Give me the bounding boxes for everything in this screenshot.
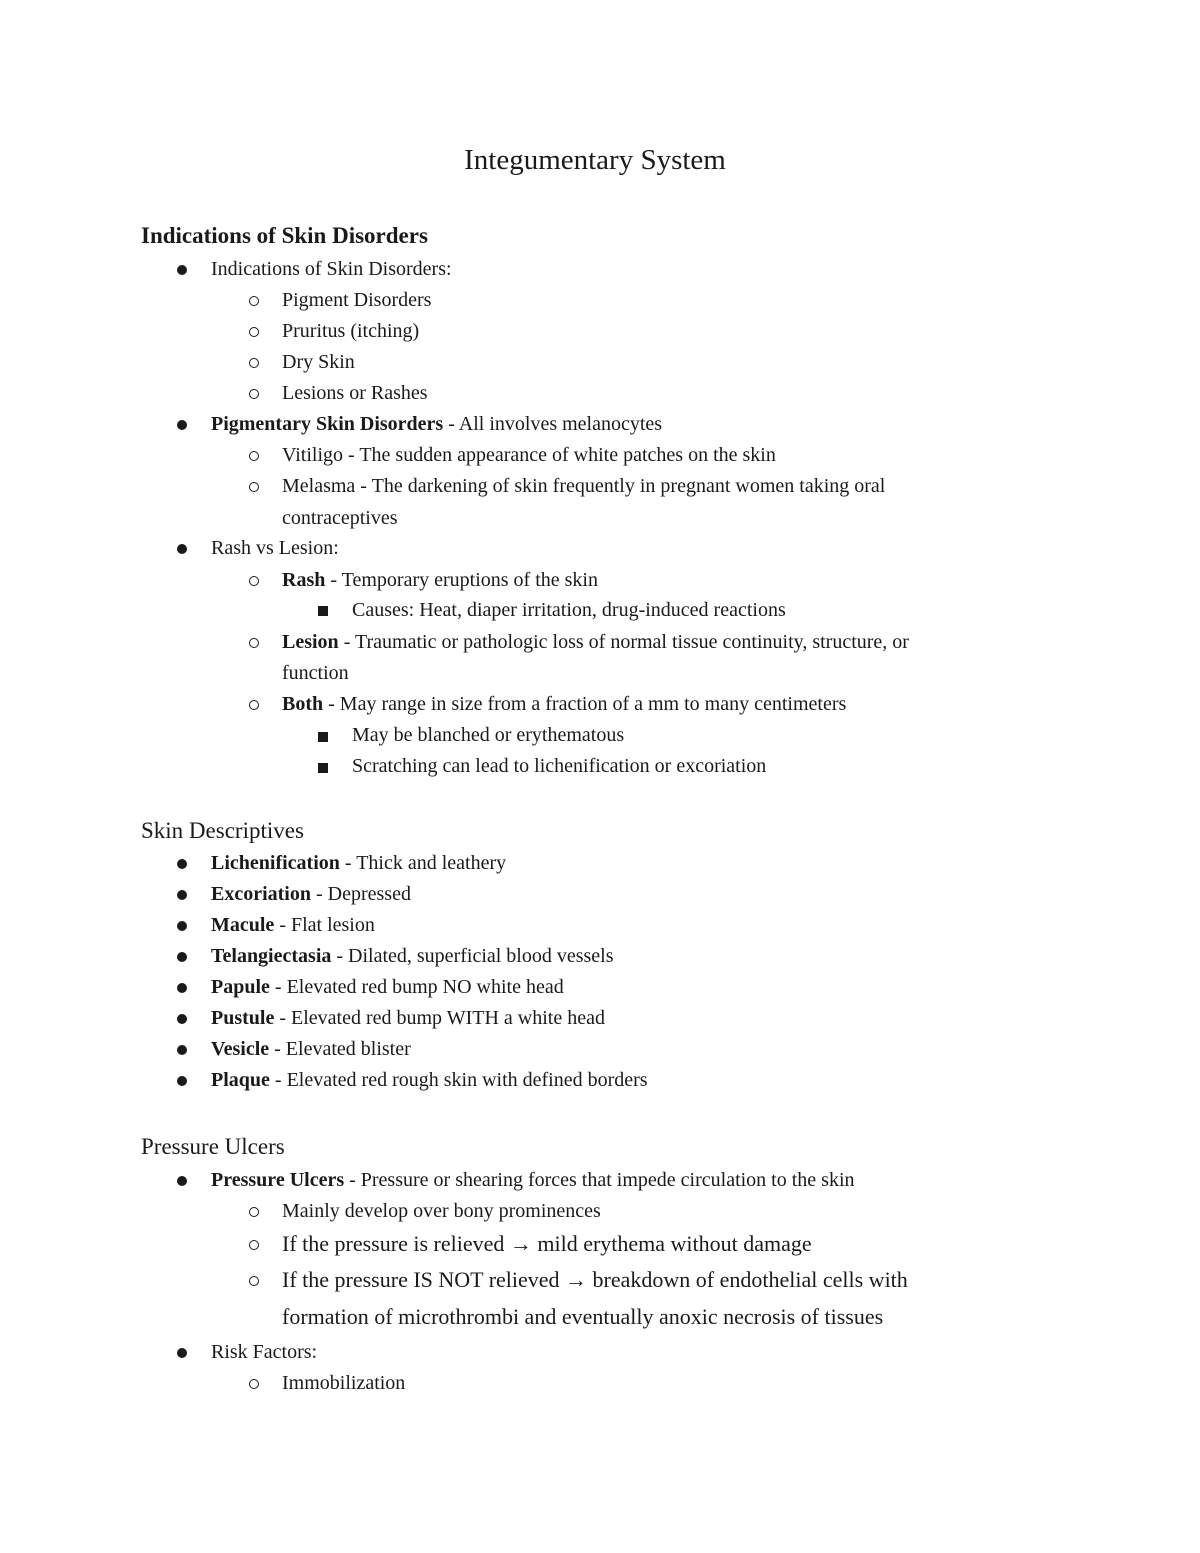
circle-bullet: [249, 296, 259, 306]
disc-bullet: [177, 420, 187, 430]
document-title: Integumentary System: [464, 144, 726, 176]
square-bullet: [318, 732, 328, 742]
circle-bullet: [249, 700, 259, 710]
disc-bullet: [177, 544, 187, 554]
term-label: Rash: [282, 569, 326, 591]
disc-bullet: [177, 1176, 187, 1186]
circle-bullet: [249, 451, 259, 461]
list-item-continuation: function: [282, 662, 349, 684]
list-item: Mainly develop over bony prominences: [282, 1200, 601, 1222]
list-item: Indications of Skin Disorders:: [211, 258, 452, 280]
square-bullet: [318, 606, 328, 616]
list-item: [211, 1034, 411, 1065]
disc-bullet: [177, 859, 187, 869]
list-item: If the pressure IS NOT relieved → breakdown of endothelial cells with: [282, 1267, 908, 1292]
term-description: - Depressed: [311, 883, 411, 905]
term-description: - May range in size from a fraction of a mm to many centimeters: [323, 693, 847, 715]
disc-bullet: [177, 890, 187, 900]
circle-bullet: [249, 327, 259, 337]
term-description: - Elevated red bump NO white head: [269, 976, 564, 998]
list-item: Pruritus (itching): [282, 320, 420, 342]
term-description: - Temporary eruptions of the skin: [325, 569, 598, 591]
list-item-continuation: formation of microthrombi and eventually anoxic necrosis of tissues: [282, 1304, 884, 1329]
term-description: - Flat lesion: [274, 914, 375, 936]
square-bullet: [318, 763, 328, 773]
list-item: Melasma - The darkening of skin frequently in pregnant women taking oral: [282, 475, 886, 497]
circle-bullet: [249, 1240, 259, 1250]
disc-bullet: [177, 1045, 187, 1055]
disc-bullet: [177, 1014, 187, 1024]
term-label: Pressure Ulcers: [211, 1169, 345, 1191]
term-label: Macule: [211, 914, 275, 936]
circle-bullet: [249, 482, 259, 492]
list-item: May be blanched or erythematous: [352, 724, 625, 746]
list-item: Risk Factors:: [211, 1341, 318, 1363]
list-item: Pigment Disorders: [282, 289, 432, 311]
term-description: - Elevated red rough skin with defined borders: [269, 1069, 648, 1091]
list-item: Lesions or Rashes: [282, 382, 428, 404]
term-description: - Dilated, superficial blood vessels: [331, 945, 614, 967]
term-label: Telangiectasia: [211, 945, 332, 967]
term-label: Vesicle: [211, 1038, 270, 1060]
disc-bullet: [177, 921, 187, 931]
disc-bullet: [177, 1076, 187, 1086]
list-item: [211, 1165, 855, 1196]
circle-bullet: [249, 1276, 259, 1286]
term-description: - Thick and leathery: [339, 852, 507, 874]
list-item: [211, 972, 564, 1003]
circle-bullet: [249, 1379, 259, 1389]
term-label: Pigmentary Skin Disorders: [211, 413, 444, 435]
circle-bullet: [249, 389, 259, 399]
disc-bullet: [177, 1348, 187, 1358]
list-item: [211, 1065, 648, 1096]
list-item: [282, 627, 909, 658]
list-item: [211, 941, 614, 972]
circle-bullet: [249, 358, 259, 368]
list-item: [211, 910, 375, 941]
disc-bullet: [177, 983, 187, 993]
circle-bullet: [249, 576, 259, 586]
list-item: Scratching can lead to lichenification or excoriation: [352, 755, 767, 777]
circle-bullet: [249, 638, 259, 648]
term-description: - Elevated red bump WITH a white head: [274, 1007, 605, 1029]
list-item: [282, 689, 846, 720]
term-label: Lesion: [282, 631, 339, 653]
disc-bullet: [177, 952, 187, 962]
list-item: [211, 409, 662, 440]
term-description: - Elevated blister: [269, 1038, 411, 1060]
term-description: - Pressure or shearing forces that impede circulation to the skin: [344, 1169, 855, 1191]
list-item: [282, 565, 598, 596]
term-label: Lichenification: [211, 852, 340, 874]
section-heading-ulcers: Pressure Ulcers: [141, 1134, 285, 1159]
term-description: - Traumatic or pathologic loss of normal tissue continuity, structure, or: [338, 631, 909, 653]
section-heading-indications: Indications of Skin Disorders: [141, 223, 428, 248]
section-heading-descriptives: Skin Descriptives: [141, 818, 304, 843]
list-item: Rash vs Lesion:: [211, 537, 339, 559]
term-description: - All involves melanocytes: [443, 413, 663, 435]
list-item: Vitiligo - The sudden appearance of white patches on the skin: [282, 444, 776, 466]
list-item: [211, 879, 411, 910]
term-label: Papule: [211, 976, 270, 998]
list-item: If the pressure is relieved → mild erythema without damage: [282, 1231, 812, 1256]
disc-bullet: [177, 265, 187, 275]
term-label: Both: [282, 693, 324, 715]
term-label: Excoriation: [211, 883, 311, 905]
term-label: Plaque: [211, 1069, 270, 1091]
list-item: Causes: Heat, diaper irritation, drug-induced reactions: [352, 599, 786, 621]
term-label: Pustule: [211, 1007, 275, 1029]
list-item: Immobilization: [282, 1372, 406, 1394]
list-item: Dry Skin: [282, 351, 355, 373]
list-item: [211, 848, 506, 879]
circle-bullet: [249, 1207, 259, 1217]
list-item: [211, 1003, 605, 1034]
list-item-continuation: contraceptives: [282, 507, 398, 529]
